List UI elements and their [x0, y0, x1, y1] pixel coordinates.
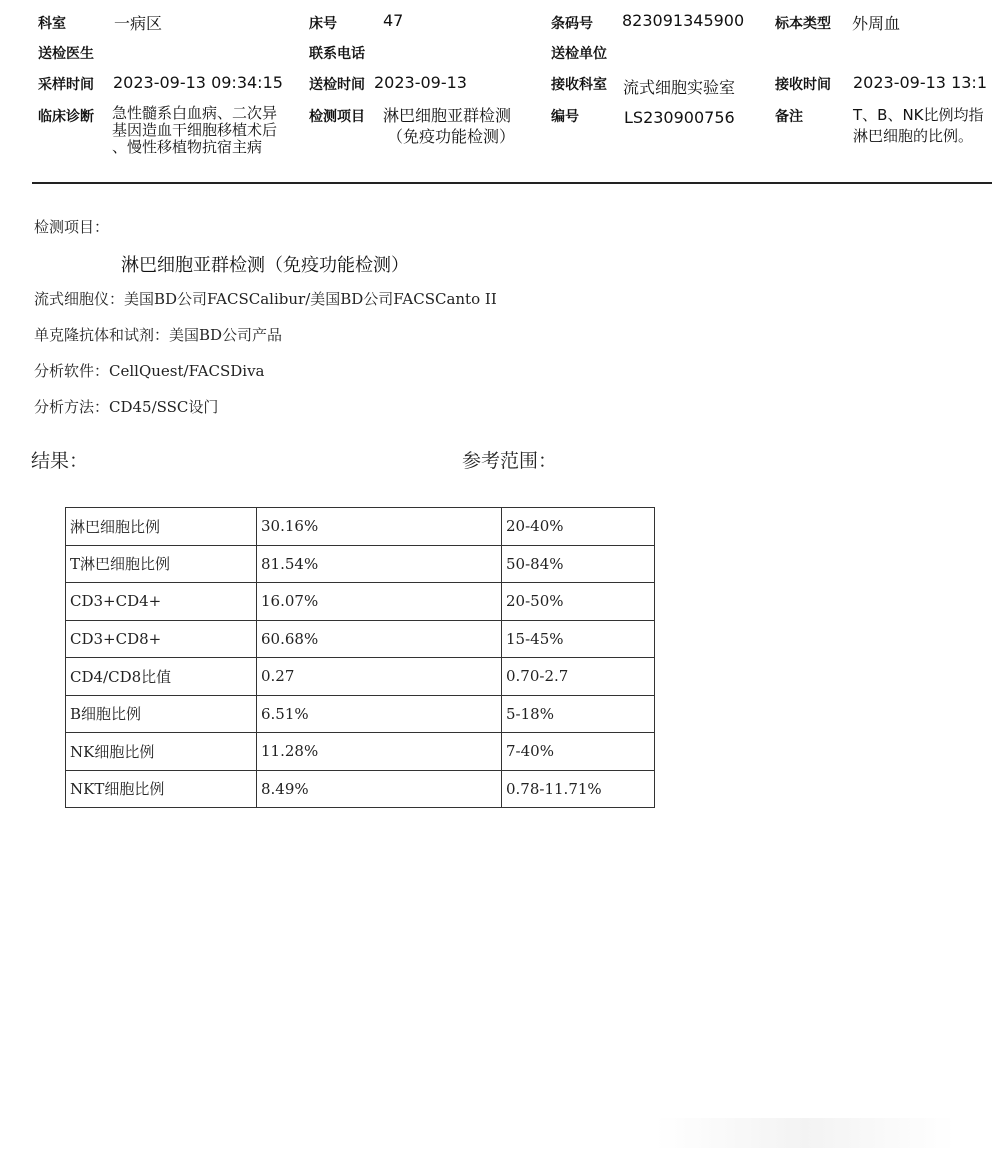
result-range: 50-84%: [502, 545, 655, 583]
remark-value: [853, 105, 984, 147]
result-name: B细胞比例: [66, 695, 257, 733]
table-row: [66, 695, 655, 733]
result-value: 81.54%: [257, 545, 502, 583]
unit-label: 送检单位: [551, 46, 607, 62]
result-name: CD3+CD4+: [66, 583, 257, 621]
bed-value: 47: [383, 11, 404, 30]
software-line: 分析软件：CellQuest/FACSDiva: [34, 362, 265, 380]
recv-dept-label: 接收科室: [551, 77, 607, 93]
reference-heading: 参考范围：: [462, 450, 558, 472]
result-value: 16.07%: [257, 583, 502, 621]
result-value: 60.68%: [257, 620, 502, 658]
test-item-label: 检测项目: [309, 109, 365, 125]
phone-label: 联系电话: [309, 46, 365, 62]
diagnosis-line-3: 、慢性移植物抗宿主病: [112, 138, 263, 156]
results-heading: 结果：: [31, 450, 89, 472]
recv-dept-value: 流式细胞实验室: [623, 78, 736, 97]
test-item-value: [383, 105, 515, 147]
result-name: 淋巴细胞比例: [66, 508, 257, 546]
sampling-time-value: 2023-09-13 09:34:15: [113, 73, 283, 92]
remark-label: 备注: [775, 109, 803, 125]
number-label: 编号: [551, 109, 579, 125]
test-items-heading: 检测项目：: [34, 218, 110, 236]
remark-line-1: T、B、NK比例均指: [853, 106, 984, 124]
table-row: [66, 583, 655, 621]
sample-type-label: 标本类型: [775, 16, 831, 32]
result-value: 0.27: [257, 658, 502, 696]
result-range: 20-40%: [502, 508, 655, 546]
result-value: 30.16%: [257, 508, 502, 546]
result-value: 6.51%: [257, 695, 502, 733]
result-range: 7-40%: [502, 733, 655, 771]
result-range: 15-45%: [502, 620, 655, 658]
test-item-line-2: （免疫功能检测）: [387, 127, 516, 146]
test-title: 淋巴细胞亚群检测（免疫功能检测）: [121, 255, 409, 276]
result-range: 20-50%: [502, 583, 655, 621]
doctor-label: 送检医生: [38, 46, 94, 62]
recv-time-label: 接收时间: [775, 77, 831, 93]
faint-watermark: [655, 1118, 955, 1148]
result-name: T淋巴细胞比例: [66, 545, 257, 583]
method-line: 分析方法：CD45/SSC设门: [34, 398, 219, 416]
result-range: 0.70-2.7: [502, 658, 655, 696]
sampling-time-label: 采样时间: [38, 77, 94, 93]
result-range: 0.78-11.71%: [502, 770, 655, 808]
results-table: [65, 507, 655, 808]
header-divider: [32, 182, 992, 184]
cytometer-line: 流式细胞仪：美国BD公司FACSCalibur/美国BD公司FACSCanto II: [34, 290, 497, 308]
send-time-label: 送检时间: [309, 77, 365, 93]
diagnosis-line-1: 急性髓系白血病、二次异: [112, 104, 278, 122]
diagnosis-value: [112, 105, 302, 156]
result-range: 5-18%: [502, 695, 655, 733]
diagnosis-line-2: 基因造血干细胞移植术后: [112, 121, 278, 139]
table-row: [66, 508, 655, 546]
result-name: CD3+CD8+: [66, 620, 257, 658]
barcode-value: 823091345900: [622, 11, 745, 30]
dept-label: 科室: [38, 16, 66, 32]
reagents-line: 单克隆抗体和试剂：美国BD公司产品: [34, 326, 283, 344]
dept-value: 一病区: [114, 14, 163, 33]
bed-label: 床号: [309, 16, 337, 32]
result-value: 11.28%: [257, 733, 502, 771]
test-item-line-1: 淋巴细胞亚群检测: [383, 106, 512, 125]
result-name: CD4/CD8比值: [66, 658, 257, 696]
diagnosis-label: 临床诊断: [38, 109, 94, 125]
result-name: NK细胞比例: [66, 733, 257, 771]
recv-time-value: 2023-09-13 13:1: [853, 73, 987, 92]
remark-line-2: 淋巴细胞的比例。: [853, 127, 974, 145]
result-name: NKT细胞比例: [66, 770, 257, 808]
table-row: [66, 620, 655, 658]
barcode-label: 条码号: [551, 16, 593, 32]
table-row: [66, 733, 655, 771]
number-value: LS230900756: [624, 108, 735, 127]
table-row: [66, 770, 655, 808]
send-time-value: 2023-09-13: [374, 73, 467, 92]
table-row: [66, 545, 655, 583]
table-row: [66, 658, 655, 696]
result-value: 8.49%: [257, 770, 502, 808]
sample-type-value: 外周血: [852, 14, 901, 33]
